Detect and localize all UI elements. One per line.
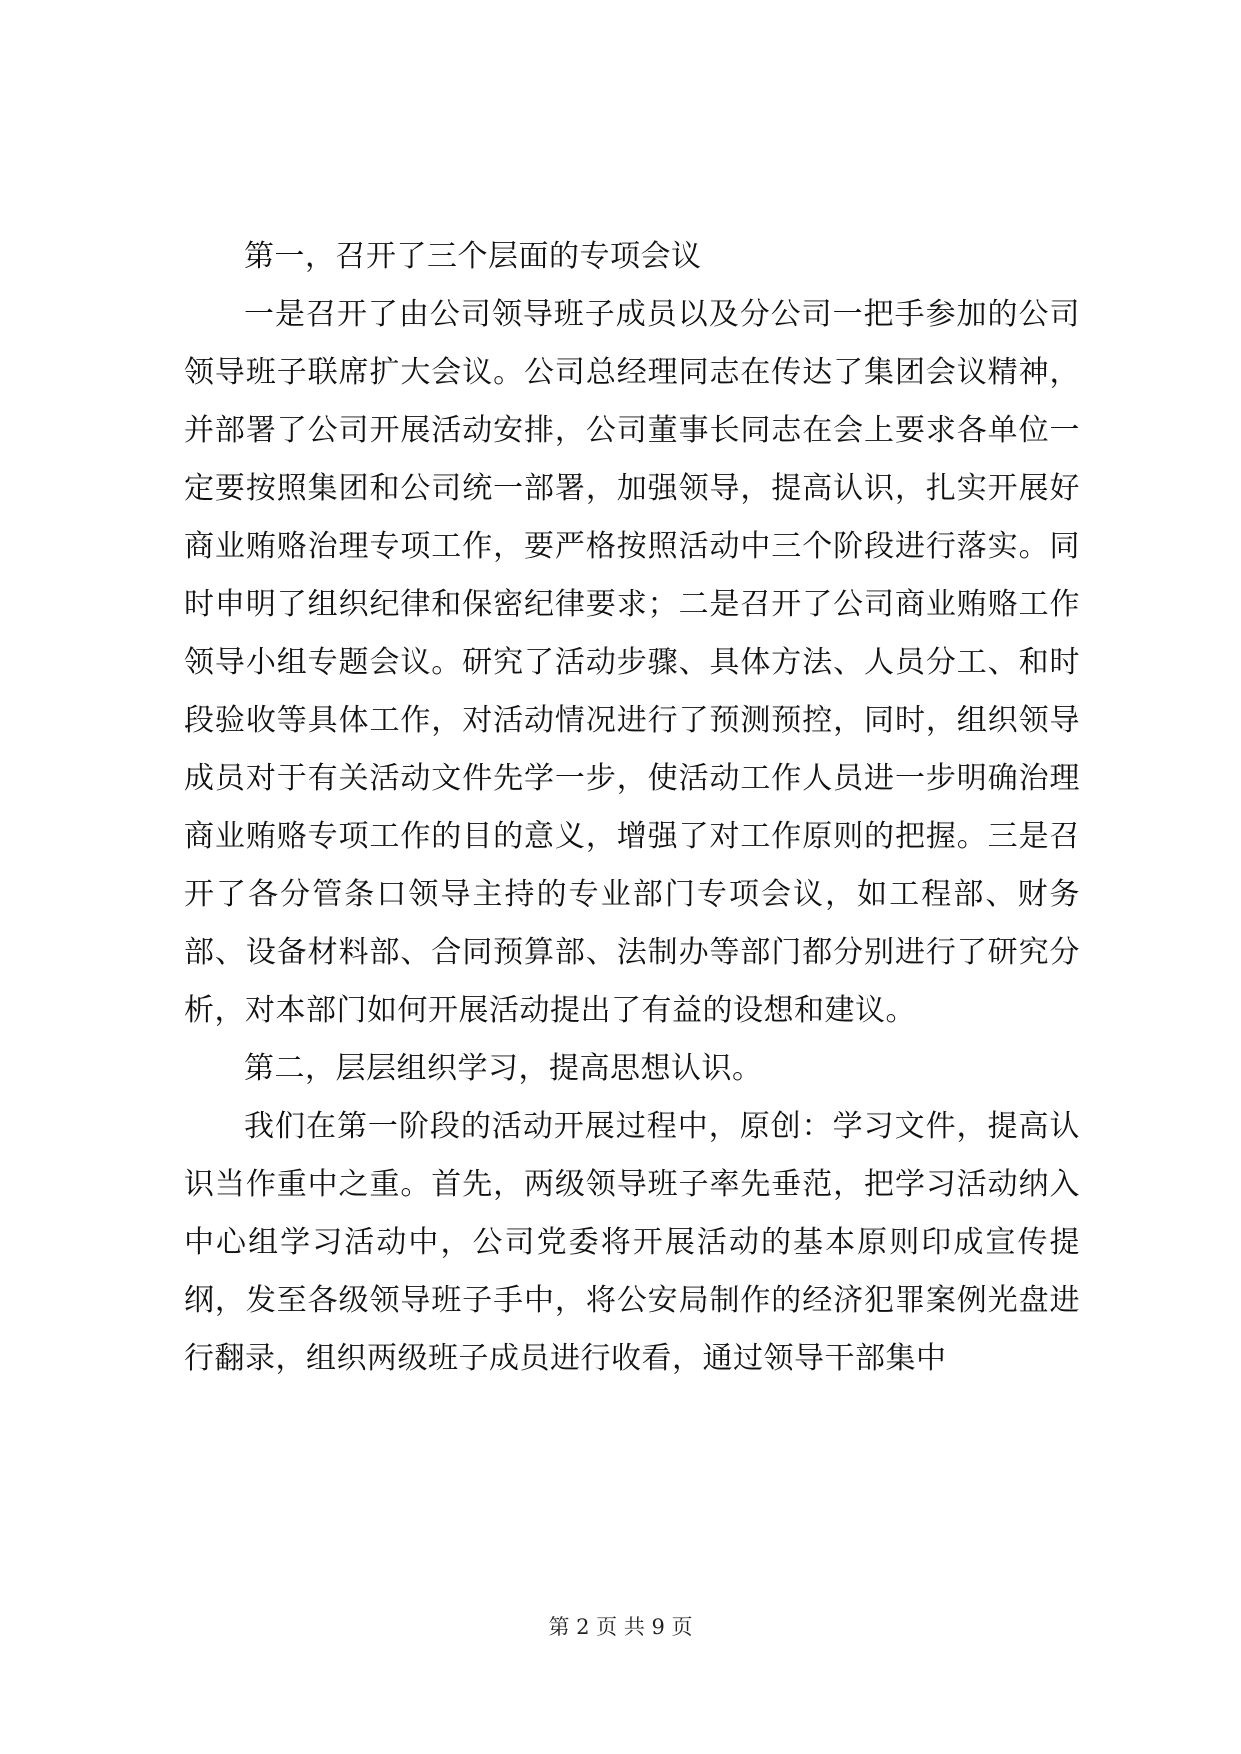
page-footer: 第 2 页 共 9 页 [548, 1615, 693, 1639]
paragraph-study: 我们在第一阶段的活动开展过程中，原创：学习文件，提高认识当作重中之重。首先，两级领导班子率先垂范，把学习活动纳入中心组学习活动中，公司党委将开展活动的基本原则印成宣传提纲，发至各级领导班子手中，将公安局制作的经济犯罪案例光盘进行翻录，组织两级班子成员进行收看，通过领导干部集中 [184, 1109, 1080, 1376]
document-body [184, 228, 1080, 1388]
paragraph-meetings: 一是召开了由公司领导班子成员以及分公司一把手参加的公司领导班子联席扩大会议。公司总经理同志在传达了集团会议精神，并部署了公司开展活动安排，公司董事长同志在会上要求各单位一定要按照集团和公司统一部署，加强领导，提高认识，扎实开展好商业贿赂治理专项工作，要严格按照活动中三个阶段进行落实。同时申明了组织纪律和保密纪律要求；二是召开了公司商业贿赂工作领导小组专题会议。研究了活动步骤、具体方法、人员分工、和时段验收等具体工作，对活动情况进行了预测预控，同时，组织领导成员对于有关活动文件先学一步，使活动工作人员进一步明确治理商业贿赂专项工作的目的意义，增强了对工作原则的把握。三是召开了各分管条口领导主持的专业部门专项会议，如工程部、财务部、设备材料部、合同预算部、法制办等部门都分别进行了研究分析，对本部门如何开展活动提出了有益的设想和建议。 [184, 297, 1080, 1028]
section-heading-1: 第一，召开了三个层面的专项会议 [244, 239, 702, 274]
section-heading-2: 第二，层层组织学习，提高思想认识。 [244, 1051, 763, 1086]
